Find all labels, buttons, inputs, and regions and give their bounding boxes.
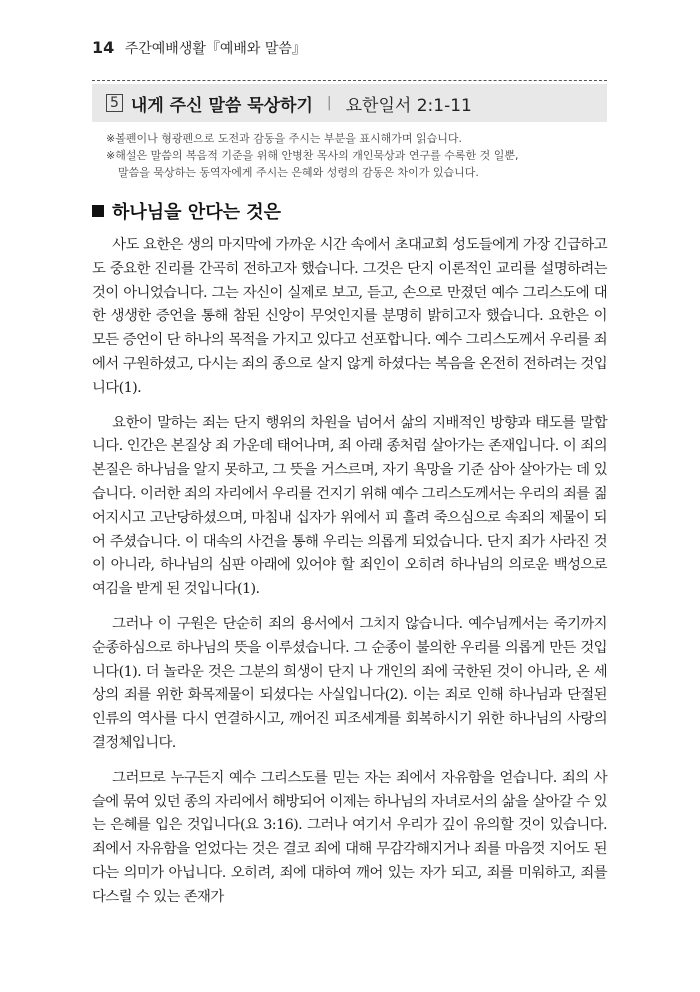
scripture-reference: 요한일서 2:1-11: [345, 95, 472, 116]
section-number: 5: [106, 94, 123, 112]
note-line: ※해설은 말씀의 복음적 기준을 위해 안병찬 목사의 개인묵상과 연구를 수록한 것 일뿐,: [106, 149, 519, 162]
paragraph: 그러나 이 구원은 단순히 죄의 용서에서 그치지 않습니다. 예수님께서는 죽기까지 순종하심으로 하나님의 뜻을 이루셨습니다. 그 순종이 불의한 우리를 의롭게 만든 것입니다(1). 더 놀라운 것은 그분의 희생이 단지 나 개인의 죄에 국한된 것이 아니라, 온 세상의 죄를 위한 화목제물이 되셨다는 사실입니다(2). 이는 죄로 인해 하나님과 단절된 인류의 역사를 다시 연결하시고, 깨어진 피조세계를 회복하시기 위한 하나님의 사랑의 결정체입니다.: [92, 615, 607, 751]
paragraph: 사도 요한은 생의 마지막에 가까운 시간 속에서 초대교회 성도들에게 가장 긴급하고도 중요한 진리를 간곡히 전하고자 했습니다. 그것은 단지 이론적인 교리를 설명하려는 것이 아니었습니다. 그는 자신이 실제로 보고, 듣고, 손으로 만졌던 예수 그리스도에 대한 생생한 증언을 통해 참된 신앙이 무엇인지를 분명히 밝히고자 했습니다. 요한은 이 모든 증언이 단 하나의 목적을 가지고 있다고 선포합니다. 예수 그리스도께서 우리를 죄에서 구원하셨고, 다시는 죄의 종으로 살지 않게 하셨다는 복음을 온전히 전하려는 것입니다(1).: [92, 237, 607, 396]
page-number: 14: [92, 38, 115, 57]
book-title: 주간예배생활『예배와 말씀』: [124, 41, 306, 57]
body-text: [92, 234, 607, 921]
subheading: [92, 198, 281, 224]
section-separator: |: [326, 95, 332, 111]
header-divider: [92, 80, 607, 81]
note-line: 말씀을 묵상하는 동역자에게 주시는 은혜와 성령의 감동은 차이가 있습니다.: [118, 166, 479, 179]
square-bullet-icon: [92, 205, 104, 217]
paragraph: 그러므로 누구든지 예수 그리스도를 믿는 자는 죄에서 자유함을 얻습니다. 죄의 사슬에 묶여 있던 종의 자리에서 해방되어 이제는 하나님의 자녀로서의 삶을 살아갈 수 있는 은혜를 입은 것입니다(요 3:16). 그러나 여기서 우리가 깊이 유의할 것이 있습니다. 죄에서 자유함을 얻었다는 것은 결코 죄에 대해 무감각해지거나 죄를 마음껏 지어도 된다는 의미가 아닙니다. 오히려, 죄에 대하여 깨어 있는 자가 되고, 죄를 미워하고, 죄를 다스릴 수 있는 존재가: [92, 769, 607, 905]
note-line: ※볼펜이나 형광펜으로 도전과 감동을 주시는 부분을 표시해가며 읽습니다.: [106, 132, 462, 145]
subheading-text: 하나님을 안다는 것은: [112, 202, 282, 223]
reading-notes: [106, 130, 606, 181]
running-header: [92, 38, 306, 58]
paragraph: 요한이 말하는 죄는 단지 행위의 차원을 넘어서 삶의 지배적인 방향과 태도를 말합니다. 인간은 본질상 죄 가운데 태어나며, 죄 아래 종처럼 살아가는 존재입니다. 이 죄의 본질은 하나님을 알지 못하고, 그 뜻을 거스르며, 자기 욕망을 기준 삼아 살아가는 데 있습니다. 이러한 죄의 자리에서 우리를 건지기 위해 예수 그리스도께서는 우리의 죄를 짊어지시고 고난당하셨으며, 마침내 십자가 위에서 피 흘려 죽으심으로 속죄의 제물이 되어 주셨습니다. 이 대속의 사건을 통해 우리는 의롭게 되었습니다. 단지 죄가 사라진 것이 아니라, 하나님의 심판 아래에 있어야 할 죄인이 오히려 하나님의 의로운 백성으로 여김을 받게 된 것입니다(1).: [92, 414, 607, 598]
section-title: 내게 주신 말씀 묵상하기: [130, 95, 313, 116]
section-banner: [92, 84, 607, 122]
